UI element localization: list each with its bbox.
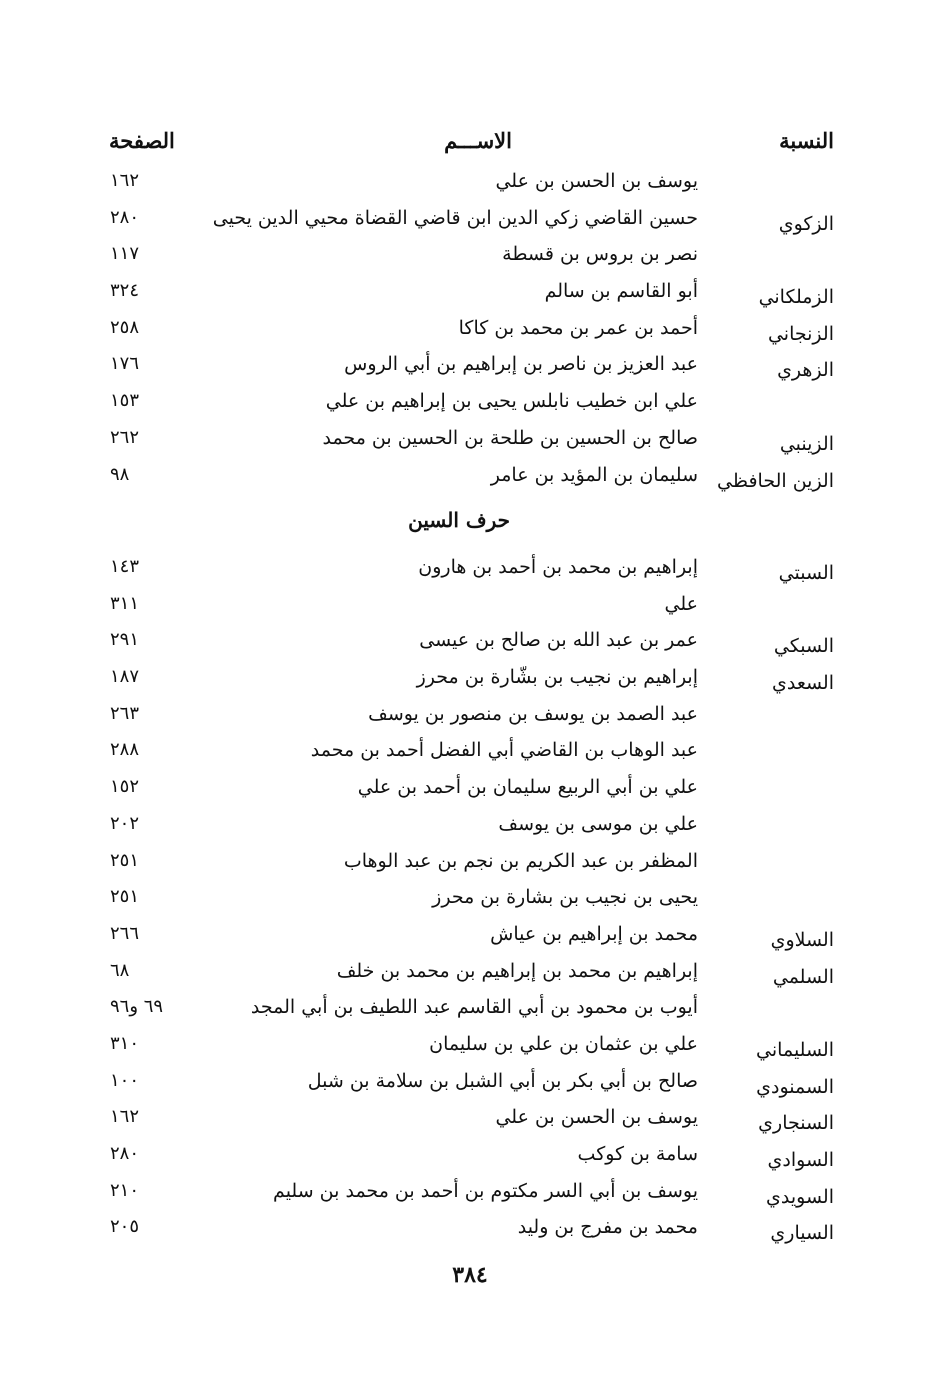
list-item <box>0 317 940 354</box>
entry-nisba: السلاوي <box>770 928 834 951</box>
entry-name: علي <box>664 592 698 615</box>
entry-name: حسين القاضي زكي الدين ابن قاضي القضاة محيي الدين يحيى <box>212 206 698 229</box>
entry-name: محمد بن مفرج بن وليد <box>517 1216 698 1239</box>
entry-page: ٢٩١ <box>110 629 140 651</box>
entry-name: يوسف بن الحسن بن علي <box>495 170 698 192</box>
list-item <box>0 556 940 593</box>
list-item <box>0 353 940 390</box>
entry-page: ٦٨ <box>110 959 130 981</box>
header-page: الصفحة <box>109 128 175 153</box>
entry-page: ١٠٠ <box>110 1069 140 1091</box>
list-item <box>0 739 940 776</box>
entry-name: علي بن موسى بن يوسف <box>498 812 698 835</box>
entry-nisba: الزملكاني <box>758 286 834 309</box>
page-number: ٣٨٤ <box>452 1262 488 1288</box>
entry-name: إبراهيم بن محمد بن إبراهيم بن محمد بن خلف <box>336 959 698 982</box>
list-item <box>0 703 940 740</box>
entry-name: صالح بن أبي بكر بن أبي الشبل بن سلامة بن شبل <box>307 1069 698 1092</box>
entry-name: يوسف بن أبي السر مكتوم بن أحمد بن محمد بن سليم <box>273 1179 698 1202</box>
list-item <box>0 776 940 813</box>
entry-page: ١٧٦ <box>110 353 140 375</box>
entry-nisba: السليماني <box>756 1038 834 1061</box>
entry-nisba: السبكي <box>773 635 834 658</box>
entry-nisba: الزهري <box>777 359 834 382</box>
list-item <box>0 1180 940 1217</box>
entry-page: ١١٧ <box>110 243 140 265</box>
list-item <box>0 1033 940 1070</box>
entry-nisba: السعدي <box>771 672 834 695</box>
entry-page: ٩٨ <box>110 463 130 485</box>
entry-page: ٣١٠ <box>110 1032 140 1054</box>
entry-page: ٢٦٢ <box>110 426 140 448</box>
entry-page: ١٦٢ <box>110 1106 140 1128</box>
entry-nisba: الزين الحافظي <box>717 469 834 492</box>
header-nisba: النسبة <box>779 128 834 153</box>
entry-name: علي بن أبي الربيع سليمان بن أحمد بن علي <box>357 776 698 799</box>
entry-nisba: السمنودي <box>756 1075 834 1098</box>
entry-name: علي ابن خطيب نابلس يحيى بن إبراهيم بن علي <box>325 390 698 413</box>
entry-page: ١٨٧ <box>110 666 140 688</box>
entry-name: عبد العزيز بن ناصر بن إبراهيم بن أبي الروس <box>344 353 698 376</box>
entry-nisba: الزينبي <box>779 432 834 455</box>
entry-page: ١٦٢ <box>110 170 140 191</box>
entry-page: ٢٥١ <box>110 886 140 908</box>
entry-page: ٢٨٨ <box>110 739 140 761</box>
entry-name: عبد الوهاب بن القاضي أبي الفضل أحمد بن محمد <box>310 739 698 762</box>
entry-page: ٢١٠ <box>110 1179 140 1201</box>
entry-name: علي بن عثمان بن علي بن سليمان <box>429 1032 698 1055</box>
entries-list-zay <box>0 170 940 500</box>
entry-nisba: الزكوي <box>778 212 834 235</box>
entry-page: ٣١١ <box>110 592 140 614</box>
table-header <box>0 128 940 168</box>
entry-page: ٢٦٦ <box>110 922 140 944</box>
entry-page: ٢٦٣ <box>110 702 140 724</box>
list-item <box>0 1216 940 1253</box>
section-title: حرف السين <box>408 508 510 532</box>
entry-page: ٦٩ و٩٦ <box>110 996 164 1018</box>
entry-page: ٢٥١ <box>110 849 140 871</box>
entry-nisba: السويدي <box>766 1185 834 1208</box>
list-item <box>0 1106 940 1143</box>
list-item <box>0 280 940 317</box>
entry-name: نصر بن بروس بن قسطة <box>502 243 698 266</box>
entry-name: عبد الصمد بن يوسف بن منصور بن يوسف <box>368 702 698 725</box>
list-item <box>0 593 940 630</box>
list-item <box>0 1143 940 1180</box>
entry-nisba: السنجاري <box>758 1112 834 1135</box>
entry-nisba: السبتي <box>778 562 834 584</box>
list-item <box>0 629 940 666</box>
entry-page: ٢٨٠ <box>110 206 140 228</box>
entry-name: إبراهيم بن محمد بن أحمد بن هارون <box>418 556 698 578</box>
entry-name: محمد بن إبراهيم بن عياش <box>490 922 698 945</box>
entry-name: عمر بن عبد الله بن صالح بن عيسى <box>419 629 698 652</box>
list-item <box>0 243 940 280</box>
entry-page: ١٤٣ <box>110 556 140 577</box>
list-item <box>0 207 940 244</box>
entry-name: سامة بن كوكب <box>577 1143 698 1165</box>
entry-page: ٢٠٢ <box>110 812 140 834</box>
entry-nisba: الزنجاني <box>767 322 834 345</box>
entry-name: يحيى بن نجيب بن بشارة بن محرز <box>432 886 698 909</box>
entry-name: أبو القاسم بن سالم <box>544 280 698 303</box>
list-item <box>0 923 940 960</box>
entry-name: إبراهيم بن نجيب بن بشّارة بن محرز <box>416 666 698 689</box>
entry-name: أحمد بن عمر بن محمد بن كاكا <box>458 316 698 339</box>
list-item <box>0 1070 940 1107</box>
entry-page: ٢٠٥ <box>110 1216 140 1238</box>
list-item <box>0 390 940 427</box>
entry-page: ٢٥٨ <box>110 316 140 338</box>
entry-nisba: السوادي <box>767 1149 834 1171</box>
entry-nisba: السلمي <box>772 965 834 988</box>
list-item <box>0 427 940 464</box>
entry-page: ١٥٣ <box>110 390 140 412</box>
entry-name: يوسف بن الحسن بن علي <box>495 1106 698 1129</box>
list-item <box>0 170 940 207</box>
entry-nisba: السياري <box>770 1222 834 1245</box>
list-item <box>0 464 940 501</box>
list-item <box>0 666 940 703</box>
entries-list-sin <box>0 556 940 1253</box>
entry-name: سليمان بن المؤيد بن عامر <box>490 463 698 486</box>
entry-page: ١٥٢ <box>110 776 140 798</box>
list-item <box>0 886 940 923</box>
entry-page: ٣٢٤ <box>110 280 140 302</box>
entry-name: صالح بن الحسين بن طلحة بن الحسين بن محمد <box>322 426 698 449</box>
list-item <box>0 996 940 1033</box>
entry-name: المظفر بن عبد الكريم بن نجم بن عبد الوهاب <box>343 849 698 872</box>
list-item <box>0 960 940 997</box>
entry-name: أيوب بن محمود بن أبي القاسم عبد اللطيف بن أبي المجد <box>250 996 698 1019</box>
entry-page: ٢٨٠ <box>110 1143 140 1164</box>
header-name: الاســـم <box>444 128 512 153</box>
list-item <box>0 813 940 850</box>
list-item <box>0 850 940 887</box>
